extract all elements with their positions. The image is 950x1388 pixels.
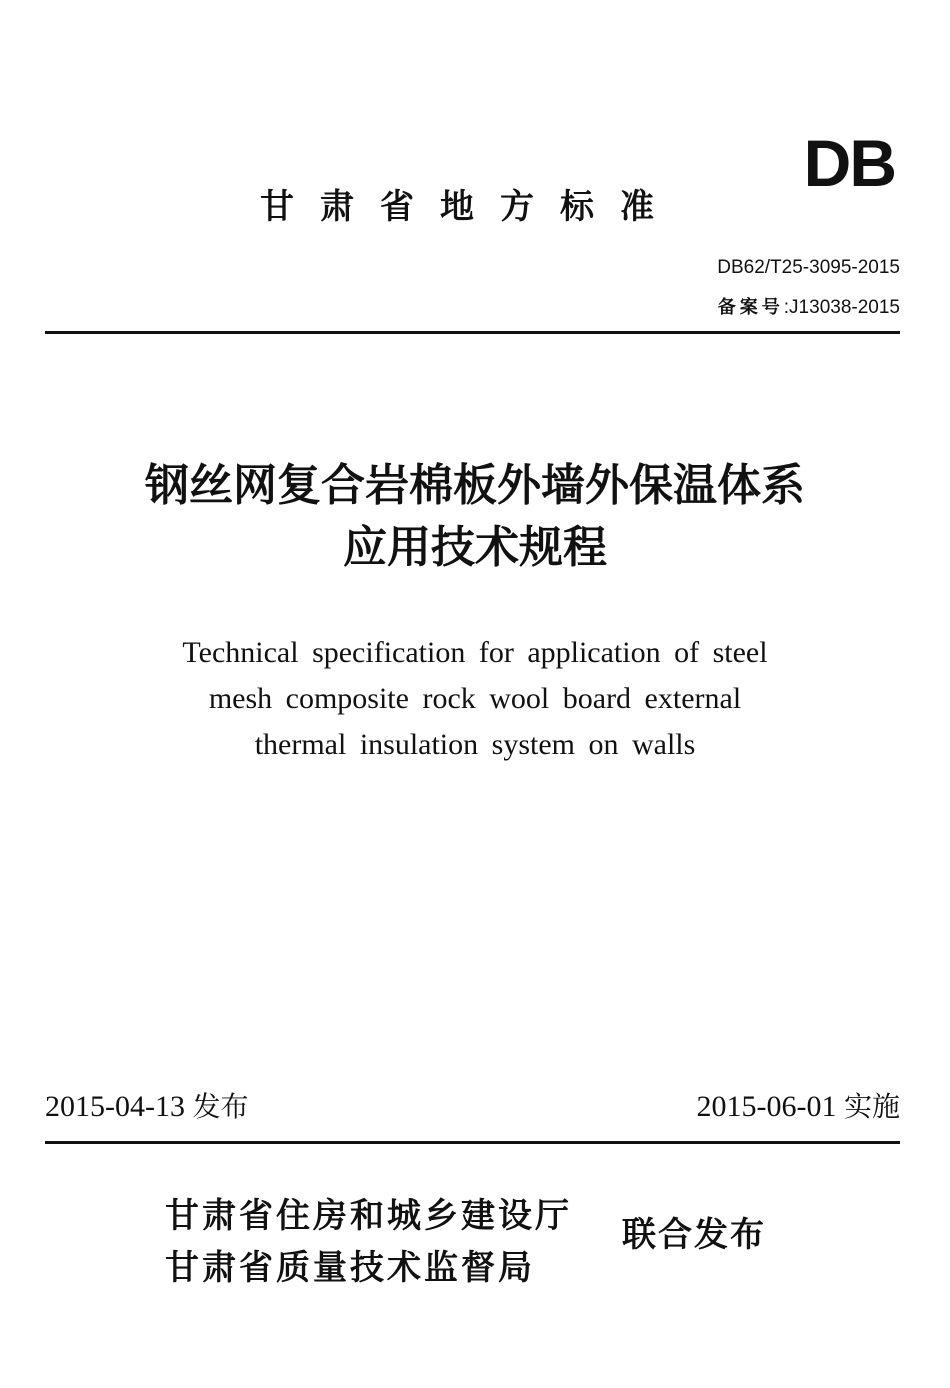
issuers <box>165 1190 572 1294</box>
chinese-title-line-2: 应用技术规程 <box>343 522 607 573</box>
standard-category: 甘肃省地方标准 <box>260 187 680 227</box>
issuer-1: 甘肃省住房和城乡建设厅 <box>165 1196 572 1236</box>
filing-label: 备案号 <box>717 297 784 318</box>
issue-date: 2015-04-13 <box>45 1090 185 1123</box>
standard-code: DB62/T25-3095-2015 <box>717 257 900 278</box>
english-title <box>0 630 950 768</box>
db-logo: DB <box>803 126 895 200</box>
date-row <box>45 1092 900 1122</box>
english-title-line-3: thermal insulation system on walls <box>254 728 696 761</box>
issuer-2: 甘肃省质量技术监督局 <box>165 1248 535 1288</box>
filing-number: :J13038-2015 <box>783 297 900 318</box>
effective-label: 实施 <box>843 1090 900 1123</box>
chinese-title-line-1: 钢丝网复合岩棉板外墙外保温体系 <box>145 460 805 511</box>
bottom-divider <box>45 1141 900 1144</box>
top-divider <box>45 331 900 334</box>
effective-date: 2015-06-01 <box>696 1090 837 1123</box>
effective-date-group <box>697 1092 901 1122</box>
joint-publish-label: 联合发布 <box>622 1215 766 1255</box>
english-title-line-2: mesh composite rock wool board external <box>208 682 742 715</box>
english-title-line-1: Technical specification for application of steel <box>182 636 768 669</box>
chinese-title <box>0 455 950 579</box>
filing-number-row <box>718 298 900 317</box>
issue-label: 发布 <box>192 1090 249 1123</box>
issue-date-group <box>45 1092 249 1122</box>
